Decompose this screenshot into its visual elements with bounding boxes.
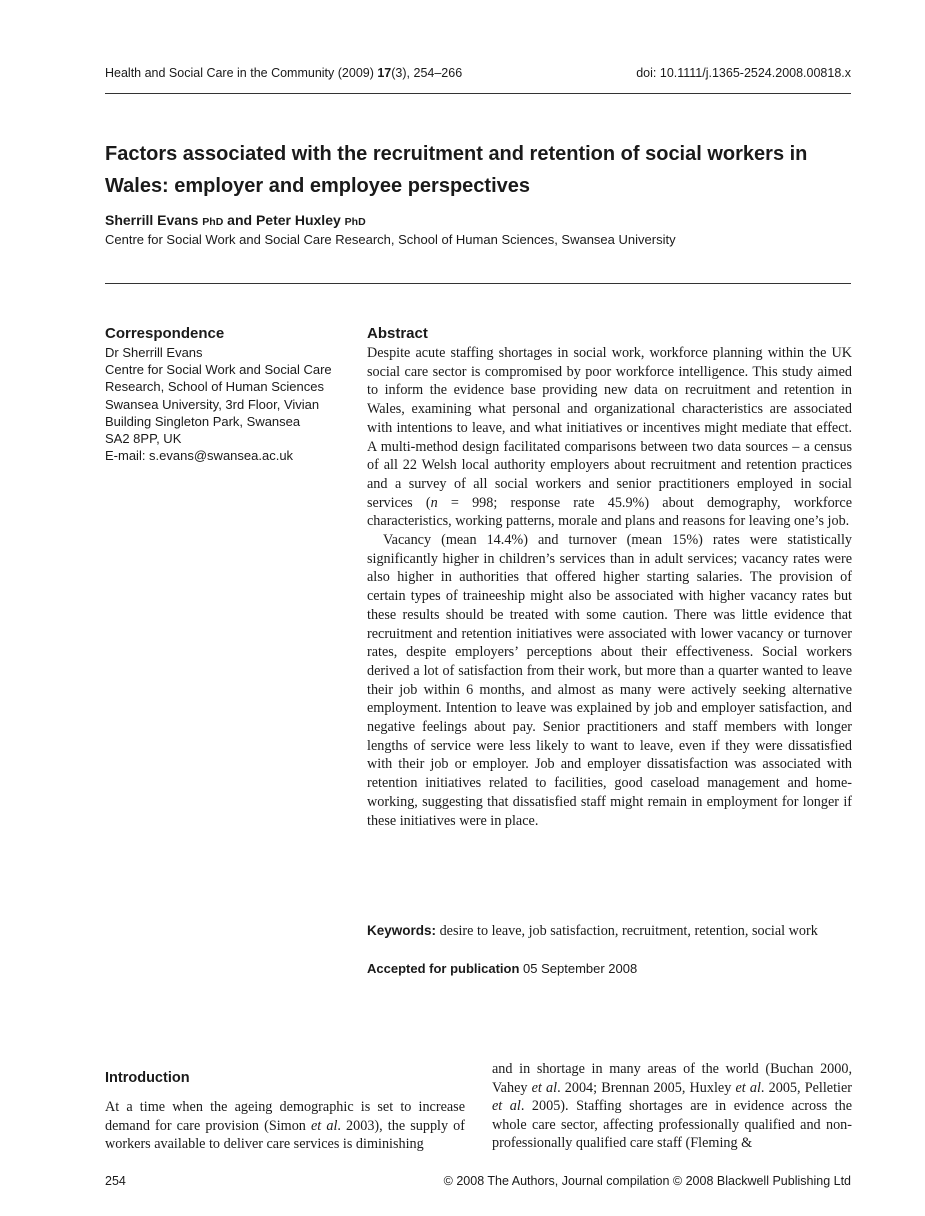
keywords-line <box>367 923 852 940</box>
author-1-degree: PhD <box>202 216 224 228</box>
author-affiliation: Centre for Social Work and Social Care Research, School of Human Sciences, Swansea University <box>105 232 676 247</box>
author-2-name: Peter Huxley <box>255 212 341 228</box>
intro-left-etal: et al <box>311 1117 338 1134</box>
accepted-date: 05 September 2008 <box>523 961 638 976</box>
correspondence-line: Swansea University, 3rd Floor, Vivian <box>105 396 320 412</box>
journal-volume: 17 <box>377 66 392 80</box>
journal-issue-pages: (3), 254–266 <box>391 66 463 80</box>
intro-right-etal-1: et al <box>531 1079 558 1096</box>
accepted-line <box>367 961 637 976</box>
correspondence-line: Centre for Social Work and Social Care <box>105 362 332 378</box>
abstract-p1-text-cont: = 998; response rate 45.9%) about demography, workforce characteristics, working patterns, morale and plans and reasons for leaving one’s job. <box>367 494 853 530</box>
article-title: Factors associated with the recruitment and retention of social workers in Wales: employer and employee perspectives <box>105 143 808 197</box>
intro-right-text-a: and in shortage in many areas of the world (Buchan 2000, Vahey <box>492 1061 852 1096</box>
abstract-n-symbol: n <box>430 494 438 511</box>
accepted-label: Accepted for publication <box>367 961 520 976</box>
correspondence-email[interactable]: E-mail: s.evans@swansea.ac.uk <box>105 448 294 464</box>
abstract-p1-text: Despite acute staffing shortages in social work, workforce planning within the UK social care sector is compromised by poor workforce intelligence. This study aimed to inform the evidence base providing new data on recruitment and retention in Wales, examining what personal and organizational characteristics are associated with intentions to leave, and what initiatives or incentives might mediate that effect. A multi-method design facilitated comparisons between two data sources – a census of all 22 Welsh local authority employers about recruitment and retention practices and a survey of all social workers and senior practitioners employed in social services ( <box>367 345 852 511</box>
copyright-notice: © 2008 The Authors, Journal compilation © 2008 Blackwell Publishing Ltd <box>443 1174 851 1188</box>
journal-name: Health and Social Care in the Community (2009) <box>105 66 378 80</box>
correspondence-line: Research, School of Human Sciences <box>105 379 324 395</box>
running-header-doi[interactable]: doi: 10.1111/j.1365-2524.2008.00818.x <box>636 66 851 80</box>
intro-left-text: At a time when the ageing demographic is set to increase demand for care provision (Simon <box>105 1099 465 1134</box>
running-header-journal <box>105 66 462 80</box>
intro-right-etal-3: et al <box>492 1098 521 1114</box>
header-rule <box>105 93 851 94</box>
author-2-degree: PhD <box>344 216 366 228</box>
author-line <box>105 212 366 228</box>
abstract-heading: Abstract <box>367 325 428 342</box>
correspondence-line: SA2 8PP, UK <box>105 431 182 447</box>
keywords-label: Keywords: <box>367 923 437 938</box>
introduction-right-column <box>492 1060 852 1153</box>
intro-left-text-cont: . 2003), the supply of workers available to deliver care services is diminishing <box>105 1117 466 1152</box>
intro-right-etal-2: et al <box>735 1079 761 1096</box>
introduction-left-column <box>105 1098 465 1154</box>
abstract-paragraph-2: Vacancy (mean 14.4%) and turnover (mean 15%) rates were statistically significantly higher in children’s services than in adult services; vacancy rates were also higher in authorities that offered higher starting salaries. The provision of certain types of traineeship might also be associated with higher vacancy rates but these results should be treated with some caution. There was little evidence that recruitment and retention initiatives were associated with lower vacancy or turnover rates, despite employers’ perceptions about their effectiveness. Social workers derived a lot of satisfaction from their work, but more than a quarter wanted to leave their job within 6 months, and almost as many were actively seeking alternative employment. Intention to leave was explained by job and employer satisfaction, and negative feelings about pay. Senior practitioners and staff members with longer lengths of service were less likely to want to leave, even if they were dissatisfied with their job or employer. Job and employer dissatisfaction was associated with retention initiatives related to facilities, good caseload management and home-working, suggesting that dissatisfied staff might remain in employment for longer if these initiatives were in place. <box>367 532 852 829</box>
author-1-name: Sherrill Evans <box>105 212 199 228</box>
intro-right-text-b: . 2004; Brennan 2005, Huxley <box>557 1079 736 1096</box>
abstract-paragraph-1 <box>367 344 852 531</box>
correspondence-heading: Correspondence <box>105 325 225 342</box>
page-number: 254 <box>105 1174 126 1188</box>
title-rule <box>105 283 851 284</box>
keywords-text: desire to leave, job satisfaction, recruitment, retention, social work <box>439 923 818 939</box>
intro-right-text-d: . 2005). Staffing shortages are in evidence across the whole care sector, affecting professionally qualified and non-professionally qualified care staff (Fleming & <box>492 1098 852 1151</box>
correspondence-line: Building Singleton Park, Swansea <box>105 413 301 429</box>
intro-right-text-c: . 2005, Pelletier <box>760 1079 852 1096</box>
abstract-block <box>367 324 852 830</box>
correspondence-line: Dr Sherrill Evans <box>105 345 203 360</box>
author-conjunction: and <box>227 212 253 228</box>
correspondence-block <box>105 324 355 464</box>
introduction-heading: Introduction <box>105 1070 190 1086</box>
